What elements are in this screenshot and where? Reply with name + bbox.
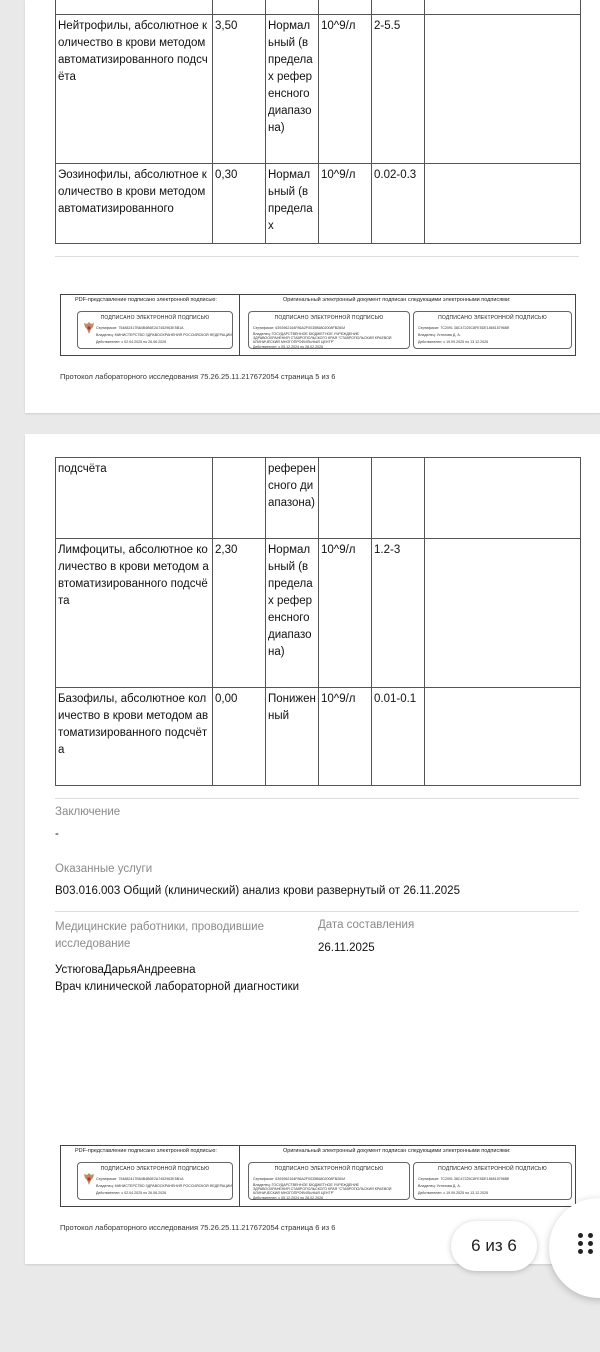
signature-box-header: ПОДПИСАНО ЭЛЕКТРОННОЙ ПОДПИСЬЮ — [438, 1166, 547, 1172]
result-comment — [425, 164, 581, 244]
cell-empty — [266, 0, 319, 15]
signature-valid: Действителен: с 02.04.2025 по 26.06.2026 — [96, 1191, 167, 1195]
coat-of-arms-icon — [84, 1173, 94, 1185]
signature-owner: Владелец: ГОСУДАРСТВЕННОЕ БЮДЖЕТНОЕ УЧРЕЖДЕНИЕ — [253, 1183, 359, 1187]
result-unit: 10^9/л — [319, 15, 372, 164]
signature-owner: Владелец: Устюгова Д. А. — [418, 1184, 461, 1188]
signature-left-caption: PDF-представление подписано электронной подписью: — [75, 1148, 217, 1154]
result-status: Нормальный (в пределах референсного диапазона) — [266, 15, 319, 164]
reference-range: 2-5.5 — [372, 15, 425, 164]
signature-cert: Сертификат: 7C2091 38C47225C8FE5DE186515796BB — [418, 326, 510, 330]
page-footer: Протокол лабораторного исследования 75.26.25.11.217672054 страница 5 из 6 — [60, 372, 336, 381]
services-label: Оказанные услуги — [55, 863, 153, 875]
signature-box-doctor — [413, 311, 572, 349]
signature-owner: ЗДРАВООХРАНЕНИЯ СТАВРОПОЛЬСКОГО КРАЯ "СТАВРОПОЛЬСКИЙ КРАЕВОЙ — [253, 336, 392, 340]
result-status: референсного диапазона) — [266, 458, 319, 539]
lab-results-table — [55, 457, 581, 786]
signature-owner: ЗДРАВООХРАНЕНИЯ СТАВРОПОЛЬСКОГО КРАЯ "СТАВРОПОЛЬСКИЙ КРАЕВОЙ — [253, 1187, 392, 1191]
table-row — [56, 458, 581, 539]
result-comment — [425, 539, 581, 688]
cell-empty — [425, 0, 581, 15]
result-status: Нормальный (в пределах — [266, 164, 319, 244]
signature-left-caption: PDF-представление подписано электронной подписью: — [75, 297, 217, 303]
result-value — [213, 458, 266, 539]
page-indicator[interactable] — [451, 1221, 537, 1271]
signature-valid: Действителен: с 05.12.2024 по 28.02.2026 — [253, 1196, 324, 1200]
signature-cert: Сертификат: 7C2091 38C47225C8FE5DE186515796BB — [418, 1177, 510, 1181]
result-unit: 10^9/л — [319, 539, 372, 688]
coat-of-arms-icon — [84, 322, 94, 334]
signature-cert: Сертификат: 6393962164F86A2F0035B6802008FB260A — [253, 1177, 346, 1181]
table-row — [56, 688, 581, 786]
analyte-name: Лимфоциты, абсолютное количество в крови методом автоматизированного подсчёта — [56, 539, 213, 688]
signature-owner: Владелец: ГОСУДАРСТВЕННОЕ БЮДЖЕТНОЕ УЧРЕЖДЕНИЕ — [253, 332, 359, 336]
signature-cert: Сертификат: 6393962164F86A2F0035B6802008FB260A — [253, 326, 346, 330]
signature-cert: Сертификат: 754882417B84B4B6E2A7452963E5B1A — [96, 326, 184, 330]
reference-range — [372, 458, 425, 539]
signature-box-organization — [248, 311, 410, 349]
staff-name: УстюговаДарьяАндреевна — [55, 964, 196, 976]
signature-left-panel — [61, 1146, 240, 1206]
reference-range: 0.02-0.3 — [372, 164, 425, 244]
signature-block — [60, 1145, 576, 1207]
signature-box-organization — [248, 1162, 410, 1200]
signature-valid: Действителен: с 02.04.2025 по 26.06.2026 — [96, 340, 167, 344]
signature-owner: Владелец: МИНИСТЕРСТВО ЗДРАВООХРАНЕНИЯ РОССИЙСКОЙ ФЕДЕРАЦИИ — [96, 1184, 232, 1188]
conclusion-value: - — [55, 828, 59, 840]
signature-valid: Действителен: с 19.09.2025 по 13.12.2026 — [418, 340, 489, 344]
reference-range: 1.2-3 — [372, 539, 425, 688]
divider — [55, 798, 579, 799]
document-page-5 — [25, 0, 600, 413]
cell-empty — [319, 0, 372, 15]
signature-right-caption: Оригинальный электронный документ подписан следующими электронными подписями: — [283, 1148, 511, 1154]
signature-box-header: ПОДПИСАНО ЭЛЕКТРОННОЙ ПОДПИСЬЮ — [100, 1166, 210, 1172]
signature-right-caption: Оригинальный электронный документ подписан следующими электронными подписями: — [283, 297, 511, 303]
cell-empty — [213, 0, 266, 15]
signature-box-doctor — [413, 1162, 572, 1200]
signature-box-ministry — [77, 311, 233, 349]
analyte-name: Базофилы, абсолютное количество в крови методом автоматизированного подсчёта — [56, 688, 213, 786]
analyte-name: Нейтрофилы, абсолютное количество в крови методом автоматизированного подсчёта — [56, 15, 213, 164]
result-value: 2,30 — [213, 539, 266, 688]
result-unit: 10^9/л — [319, 688, 372, 786]
signature-left-panel — [61, 295, 240, 355]
result-value: 0,30 — [213, 164, 266, 244]
cell-empty — [56, 0, 213, 15]
reference-range: 0.01-0.1 — [372, 688, 425, 786]
table-row — [56, 539, 581, 688]
signature-valid: Действителен: с 05.12.2024 по 28.02.2026 — [253, 345, 324, 349]
signature-box-header: ПОДПИСАНО ЭЛЕКТРОННОЙ ПОДПИСЬЮ — [274, 315, 384, 321]
signature-owner: Владелец: Устюгова Д. А. — [418, 333, 461, 337]
signature-owner: КЛИНИЧЕСКИЙ МНОГОПРОФИЛЬНЫЙ ЦЕНТР" — [253, 1191, 335, 1195]
result-comment — [425, 688, 581, 786]
divider — [55, 911, 579, 912]
signature-box-header: ПОДПИСАНО ЭЛЕКТРОННОЙ ПОДПИСЬЮ — [438, 315, 547, 321]
staff-label: Медицинские работники, проводившие исследование — [55, 921, 264, 950]
analyte-name: Эозинофилы, абсолютное количество в крови методом автоматизированного — [56, 164, 213, 244]
page-footer: Протокол лабораторного исследования 75.26.25.11.217672054 страница 6 из 6 — [60, 1223, 336, 1232]
result-status: Пониженный — [266, 688, 319, 786]
signature-box-ministry — [77, 1162, 233, 1200]
signature-block — [60, 294, 576, 356]
signature-owner: Владелец: МИНИСТЕРСТВО ЗДРАВООХРАНЕНИЯ РОССИЙСКОЙ ФЕДЕРАЦИИ — [96, 333, 232, 337]
signature-cert: Сертификат: 754882417B84B4B6E2A7452963E5B1A — [96, 1177, 184, 1181]
staff-role: Врач клинической лабораторной диагностики — [55, 981, 300, 993]
result-comment — [425, 458, 581, 539]
signature-box-header: ПОДПИСАНО ЭЛЕКТРОННОЙ ПОДПИСЬЮ — [100, 315, 210, 321]
table-row — [56, 15, 581, 164]
date-value: 26.11.2025 — [318, 942, 375, 954]
table-row — [56, 0, 581, 15]
result-unit — [319, 458, 372, 539]
divider — [55, 256, 579, 257]
result-unit: 10^9/л — [319, 164, 372, 244]
cell-empty — [372, 0, 425, 15]
date-label: Дата составления — [318, 919, 415, 931]
signature-owner: КЛИНИЧЕСКИЙ МНОГОПРОФИЛЬНЫЙ ЦЕНТР" — [253, 340, 335, 344]
analyte-name: подсчёта — [56, 458, 213, 539]
result-value: 0,00 — [213, 688, 266, 786]
signature-box-header: ПОДПИСАНО ЭЛЕКТРОННОЙ ПОДПИСЬЮ — [274, 1166, 384, 1172]
document-page-6 — [25, 434, 600, 1264]
result-value: 3,50 — [213, 15, 266, 164]
signature-valid: Действителен: с 19.09.2025 по 13.12.2026 — [418, 1191, 489, 1195]
table-row — [56, 164, 581, 244]
conclusion-label: Заключение — [55, 806, 121, 818]
lab-results-table — [55, 0, 581, 244]
result-comment — [425, 15, 581, 164]
result-status: Нормальный (в пределах референсного диапазона) — [266, 539, 319, 688]
page-indicator-text: 6 из 6 — [471, 1236, 517, 1255]
services-value: В03.016.003 Общий (клинический) анализ крови развернутый от 26.11.2025 — [55, 885, 460, 897]
